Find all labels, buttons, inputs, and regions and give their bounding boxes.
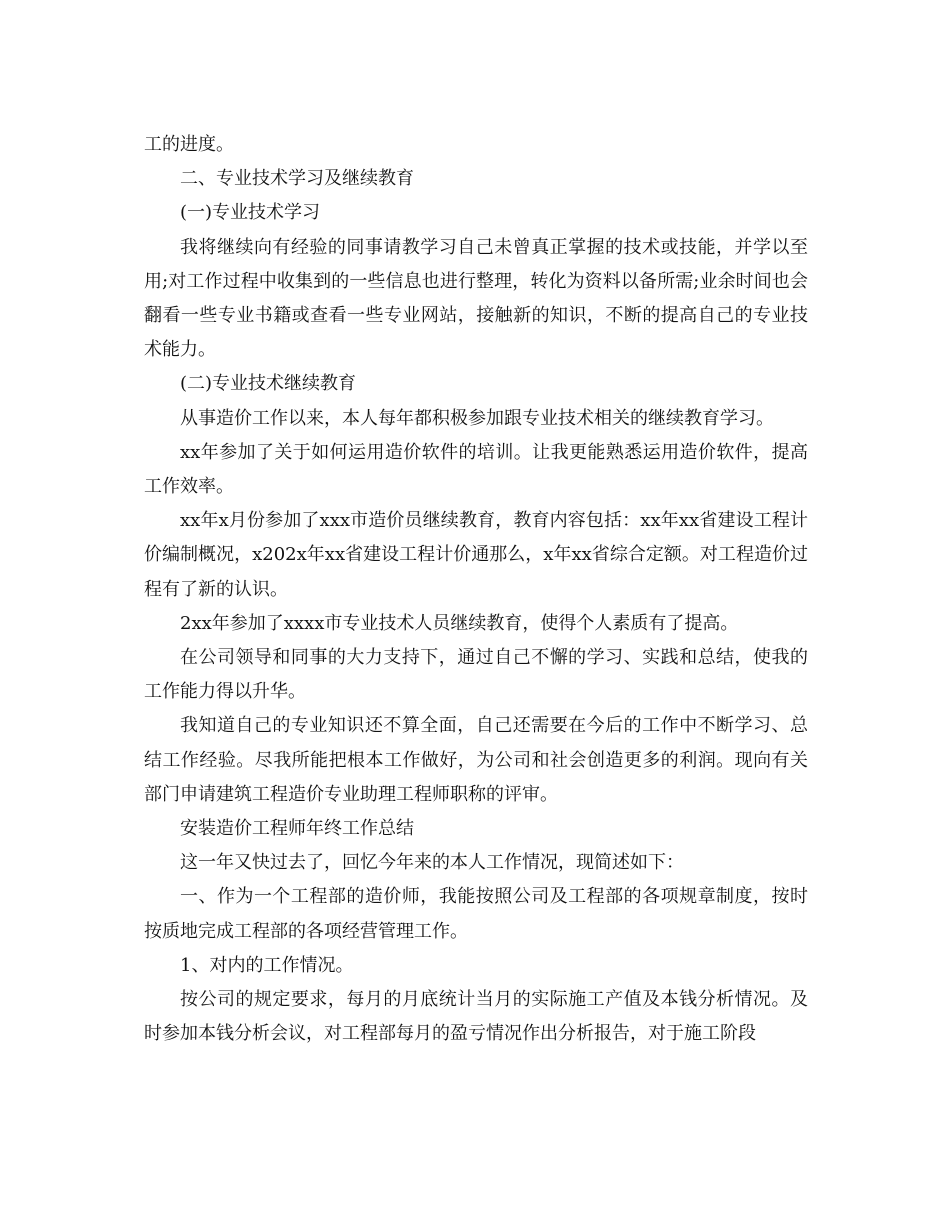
- paragraph: 这一年又快过去了，回忆今年来的本人工作情况，现简述如下：: [180, 852, 684, 874]
- paragraph: 工的进度。: [144, 134, 234, 155]
- paragraph: 在公司领导和同事的大力支持下，通过自己不懈的学习、实践和总结，使我的工作能力得以升华。: [144, 647, 808, 703]
- paragraph: xx年x月份参加了xxx市造价员继续教育，教育内容包括：xx年xx省建设工程计价编制概况，x202x年xx省建设工程计价通那么，x年xx省综合定额。对工程造价过程有了新的认识。: [144, 510, 808, 600]
- paragraph: xx年参加了关于如何运用造价软件的培训。让我更能熟悉运用造价软件，提高工作效率。: [144, 441, 808, 498]
- subsection-heading: (二)专业技术继续教育: [180, 373, 357, 395]
- subsection-heading: 1、对内的工作情况。: [180, 954, 354, 976]
- document-title: 安装造价工程师年终工作总结: [180, 818, 414, 840]
- document-body: [144, 128, 808, 1051]
- section-heading: 二、专业技术学习及继续教育: [180, 168, 414, 190]
- subsection-heading: (一)专业技术学习: [180, 202, 321, 224]
- paragraph: 2xx年参加了xxxx市专业技术人员继续教育，使得个人素质有了提高。: [180, 612, 739, 634]
- paragraph: 从事造价工作以来，本人每年都积极参加跟专业技术相关的继续教育学习。: [180, 407, 774, 429]
- paragraph: 一、作为一个工程部的造价师，我能按照公司及工程部的各项规章制度，按时按质地完成工程部的各项经营管理工作。: [144, 886, 808, 942]
- paragraph: 我将继续向有经验的同事请教学习自己未曾真正掌握的技术或技能，并学以至用;对工作过程中收集到的一些信息也进行整理，转化为资料以备所需;业余时间也会翻看一些专业书籍或查看一些专业网站，接触新的知识，不断的提高自己的专业技术能力。: [144, 236, 809, 361]
- paragraph: 我知道自己的专业知识还不算全面，自己还需要在今后的工作中不断学习、总结工作经验。尽我所能把根本工作做好，为公司和社会创造更多的利润。现向有关部门申请建筑工程造价专业助理工程师职称的评审。: [144, 715, 808, 805]
- paragraph: 按公司的规定要求，每月的月底统计当月的实际施工产值及本钱分析情况。及时参加本钱分析会议，对工程部每月的盈亏情况作出分析报告，对于施工阶段: [144, 989, 808, 1045]
